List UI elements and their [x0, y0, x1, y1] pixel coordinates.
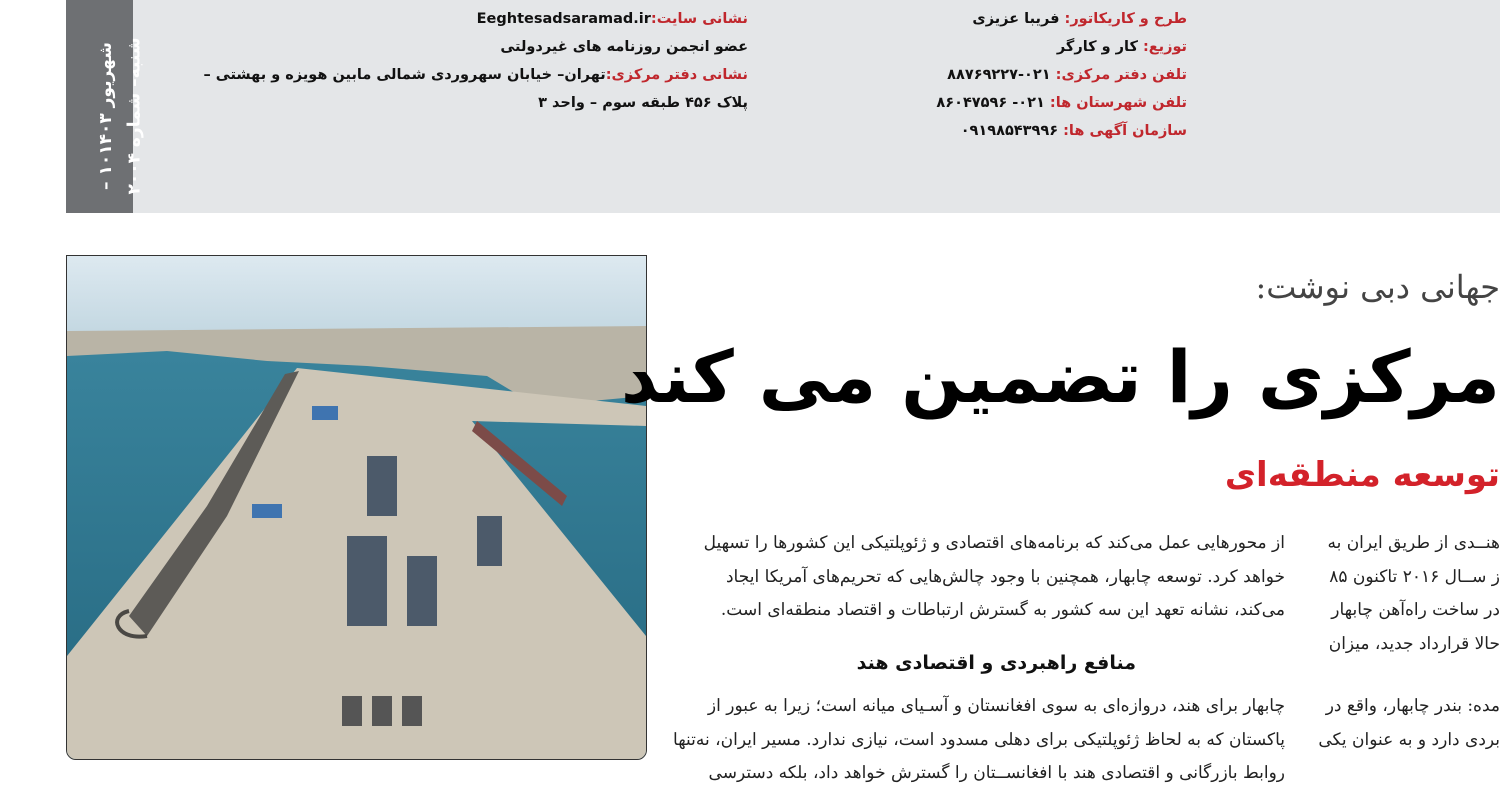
distribution-line: توزیع: کار و کارگر	[1056, 39, 1187, 55]
paragraph-line: هنــدی از طریق ایران به	[1327, 533, 1500, 553]
article-subhead: توسعه منطقه‌ای	[1224, 455, 1500, 495]
issue-date-text: – ۱۰شهریور ۱۴۰۳	[95, 42, 116, 190]
paragraph-line: حالا قرارداد جدید، میزان	[1328, 633, 1500, 654]
article-kicker: جهانی دبی نوشت:	[1255, 268, 1500, 306]
article-column-1	[693, 527, 1285, 628]
issue-date-sidebar	[66, 0, 145, 213]
website-line: نشانی سایت:Eeghtesadsaramad.ir	[476, 11, 748, 27]
paragraph-line: ز ســال ۲۰۱۶ تاکنون ۸۵	[1329, 566, 1500, 587]
paragraph-line: خواهد کرد. توسعه چابهار، همچنین با وجود چالش‌هایی که تحریم‌های آمریکا ایجاد	[725, 566, 1285, 587]
province-phone-line: تلفن شهرستان ها: ۰۲۱- ۸۶۰۴۷۵۹۶	[936, 95, 1187, 111]
masthead-right-column	[936, 5, 1187, 145]
issue-number-text: شنبه– شماره ۲۰۰۴	[124, 37, 145, 195]
paragraph-line: در ساخت راه‌آهن چابهار	[1331, 600, 1500, 620]
association-line: عضو انجمن روزنامه های غیردولتی	[500, 39, 748, 55]
website-link[interactable]: Eeghtesadsaramad.ir	[476, 11, 651, 27]
section-title: منافع راهبردی و اقتصادی هند	[856, 652, 1136, 674]
port-photo-illustration	[67, 256, 646, 759]
address-line-2: پلاک ۴۵۶ طبقه سوم – واحد ۳	[538, 95, 748, 111]
paragraph-line: از محورهایی عمل می‌کند که برنامه‌های اقتصادی و ژئوپلتیکی این کشورها را تسهیل	[703, 533, 1285, 553]
paragraph-line: مده: بندر چابهار، واقع در	[1325, 696, 1500, 716]
article-column-1-part-2	[673, 690, 1285, 791]
article-column-2	[1315, 527, 1500, 661]
ads-phone-line: سازمان آگهی ها: ۰۹۱۹۸۵۴۳۹۹۶	[960, 123, 1187, 139]
paragraph-line: پاکستان که به لحاظ ژئوپلتیکی برای دهلی مسدود است، نیازی ندارد. مسیر ایران، نه‌تنها	[673, 729, 1285, 750]
office-phone-line: تلفن دفتر مرکزی: ۰۲۱-۸۸۷۶۹۲۲۷	[947, 67, 1187, 83]
designer-line: طرح و کاریکاتور: فریبا عزیزی	[972, 11, 1187, 27]
address-line: نشانی دفتر مرکزی:تهران– خیابان سهروردی شمالی مابین هویزه و بهشتی –	[203, 67, 748, 83]
paragraph-line: بردی دارد و به عنوان یکی	[1318, 729, 1500, 750]
article-headline: مرکزی را تضمین می کند	[620, 335, 1500, 419]
article-column-2-part-2	[1315, 690, 1500, 757]
paragraph-line: می‌کند، نشانه تعهد این سه کشور به گسترش ارتباطات و اقتصاد منطقه‌ای است.	[720, 600, 1285, 620]
paragraph-line: روابط بازرگانی و اقتصادی هند با افغانســتان را گسترش خواهد داد، بلکه دسترسی	[708, 763, 1285, 783]
masthead-left-column	[204, 5, 749, 117]
port-aerial-photo	[66, 255, 647, 760]
paragraph-line: چابهار برای هند، دروازه‌ای به سوی افغانستان و آسـیای میانه است؛ زیرا به عبور از	[707, 696, 1285, 716]
